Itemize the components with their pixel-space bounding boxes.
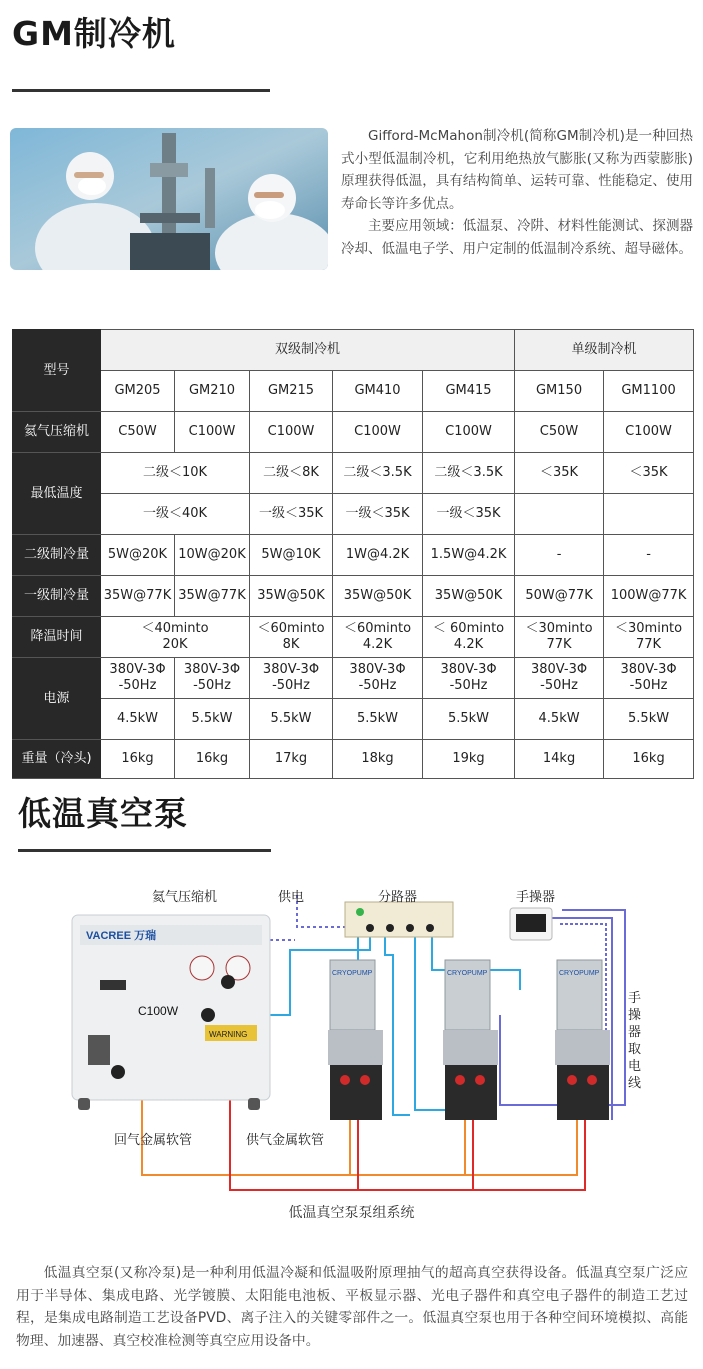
power-cell: 4.5kW bbox=[515, 699, 604, 740]
cryopump-unit bbox=[328, 960, 383, 1120]
voltage-line1: 380V-3Φ bbox=[620, 662, 677, 677]
table-row-stage2 bbox=[13, 535, 694, 576]
intro-paragraph-2: 主要应用领域：低温泵、冷阱、材料性能测试、探测器冷却、低温电子学、用户定制的低温制冷系统、超导磁体。 bbox=[341, 218, 693, 257]
stage1-cell: 35W@50K bbox=[423, 576, 515, 617]
cooldown-cell bbox=[250, 617, 333, 658]
voltage-line2: -50Hz bbox=[193, 678, 231, 693]
voltage-line1: 380V-3Φ bbox=[262, 662, 320, 677]
cryopump-system-diagram bbox=[60, 880, 680, 1200]
cooldown-cell bbox=[423, 617, 515, 658]
hose-port bbox=[111, 1065, 125, 1079]
stage2-cell: 10W@20K bbox=[175, 535, 250, 576]
section-title-cryopump: 低温真空泵 bbox=[18, 794, 188, 833]
label-hand-controller: 手操器 bbox=[516, 890, 556, 905]
table-row-mintemp-2 bbox=[13, 494, 694, 535]
voltage-cell bbox=[333, 658, 423, 699]
voltage-line2: -50Hz bbox=[540, 678, 578, 693]
hose-port bbox=[221, 975, 235, 989]
voltage-line2: -50Hz bbox=[358, 678, 397, 693]
mintemp-cell: ＜35K bbox=[604, 453, 694, 494]
stage1-cell: 35W@77K bbox=[175, 576, 250, 617]
table-row-models bbox=[13, 371, 694, 412]
model-cell: GM210 bbox=[175, 371, 250, 412]
stage2-cell: 1W@4.2K bbox=[333, 535, 423, 576]
svg-text:CRYOPUMP: CRYOPUMP bbox=[447, 970, 488, 977]
cooldown-line1: ＜60minto bbox=[343, 621, 412, 636]
group-two-stage: 双级制冷机 bbox=[101, 330, 515, 371]
brand-logo: VACREE 万瑞 bbox=[86, 930, 157, 942]
compressor-cell: C100W bbox=[175, 412, 250, 453]
stage1-cell: 50W@77K bbox=[515, 576, 604, 617]
power-cell: 5.5kW bbox=[175, 699, 250, 740]
label-cooldown: 降温时间 bbox=[13, 617, 101, 658]
mintemp-cell: 一级＜35K bbox=[333, 494, 423, 535]
cryopump-description bbox=[16, 1262, 688, 1352]
compressor-cell: C50W bbox=[101, 412, 175, 453]
label-compressor: 氦气压缩机 bbox=[13, 412, 101, 453]
section-title-gm: GM制冷机 bbox=[12, 14, 176, 53]
model-cell: GM150 bbox=[515, 371, 604, 412]
mintemp-cell: 二级＜10K bbox=[101, 453, 250, 494]
table-row-mintemp-1 bbox=[13, 453, 694, 494]
stage2-cell: - bbox=[515, 535, 604, 576]
compressor-cell: C100W bbox=[604, 412, 694, 453]
cryopump-unit bbox=[555, 960, 610, 1120]
stage1-cell: 35W@77K bbox=[101, 576, 175, 617]
voltage-cell bbox=[101, 658, 175, 699]
cooldown-line2: 4.2K bbox=[453, 637, 484, 652]
voltage-cell bbox=[175, 658, 250, 699]
diagram-caption: 低温真空泵泵组系统 bbox=[288, 1205, 415, 1221]
cooldown-line1: ＜30minto bbox=[615, 621, 683, 636]
title-underline bbox=[18, 849, 271, 852]
cooldown-line2: 20K bbox=[162, 637, 188, 652]
power-cell: 5.5kW bbox=[423, 699, 515, 740]
cryopump-paragraph: 低温真空泵(又称冷泵)是一种利用低温冷凝和低温吸附原理抽气的超高真空获得设备。低温真空泵广泛应用于半导体、集成电路、光学镀膜、太阳能电池板、平板显示器、光电子器件和真空电子器件的制造工艺过程，是集成电路制造工艺设备PVD、离子注入的关键零部件之一。低温真空泵也用于各种空间环境模拟、高能物理、加速器、真空校准检测等真空应用设备中。 bbox=[16, 1265, 688, 1349]
mintemp-cell bbox=[515, 494, 604, 535]
display-panel bbox=[100, 980, 126, 990]
mintemp-cell: 一级＜35K bbox=[423, 494, 515, 535]
title-underline bbox=[12, 89, 270, 92]
voltage-cell bbox=[604, 658, 694, 699]
table-row-cooldown bbox=[13, 617, 694, 658]
compressor-cell: C50W bbox=[515, 412, 604, 453]
cooldown-line2: 8K bbox=[282, 637, 300, 652]
caster-wheel bbox=[248, 1098, 260, 1110]
voltage-line1: 380V-3Φ bbox=[183, 662, 241, 677]
weight-cell: 16kg bbox=[604, 740, 694, 779]
weight-cell: 16kg bbox=[175, 740, 250, 779]
voltage-line2: -50Hz bbox=[629, 678, 668, 693]
weight-cell: 14kg bbox=[515, 740, 604, 779]
label-splitter: 分路器 bbox=[378, 890, 418, 905]
compressor-unit bbox=[72, 915, 270, 1110]
cooldown-line1: ＜60minto bbox=[257, 621, 325, 636]
table-row-weight bbox=[13, 740, 694, 779]
label-stage2: 二级制冷量 bbox=[13, 535, 101, 576]
stage2-cell: 5W@20K bbox=[101, 535, 175, 576]
voltage-line2: -50Hz bbox=[272, 678, 310, 693]
table-row-stage1 bbox=[13, 576, 694, 617]
label-model: 型号 bbox=[13, 330, 101, 412]
voltage-line2: -50Hz bbox=[118, 678, 157, 693]
mintemp-cell: ＜35K bbox=[515, 453, 604, 494]
cooldown-line2: 77K bbox=[546, 637, 572, 652]
voltage-cell bbox=[515, 658, 604, 699]
cooldown-line1: ＜30minto bbox=[525, 621, 593, 636]
table-row-group bbox=[13, 330, 694, 371]
compressor-cell: C100W bbox=[250, 412, 333, 453]
spec-table bbox=[12, 329, 694, 779]
cooldown-line1: ＜ 60minto bbox=[432, 621, 505, 636]
mintemp-cell: 一级＜40K bbox=[101, 494, 250, 535]
voltage-line1: 380V-3Φ bbox=[109, 662, 166, 677]
label-min-temp: 最低温度 bbox=[13, 453, 101, 535]
label-supply-hose: 供气金属软管 bbox=[246, 1133, 325, 1148]
voltage-line1: 380V-3Φ bbox=[530, 662, 588, 677]
label-compressor: 氦气压缩机 bbox=[152, 890, 218, 905]
power-cell: 5.5kW bbox=[250, 699, 333, 740]
cooldown-line2: 77K bbox=[636, 637, 662, 652]
table-row-voltage bbox=[13, 658, 694, 699]
voltage-cell bbox=[423, 658, 515, 699]
intro-paragraph-1: Gifford-McMahon制冷机(简称GM制冷机)是一种回热式小型低温制冷机，它利用绝热放气膨胀(又称为西蒙膨胀)原理获得低温，具有结构简单、运转可靠、性能稳定、使用寿命长等许多优点。 bbox=[341, 128, 693, 212]
cryopump-unit bbox=[443, 960, 498, 1120]
power-cell: 5.5kW bbox=[604, 699, 694, 740]
label-controller-cable: 手 操 器 取 电 线 bbox=[628, 991, 642, 1091]
cooldown-line1: ＜40minto bbox=[141, 621, 209, 636]
stage2-cell: 5W@10K bbox=[250, 535, 333, 576]
mintemp-cell: 二级＜8K bbox=[250, 453, 333, 494]
voltage-line1: 380V-3Φ bbox=[440, 662, 497, 677]
mintemp-cell: 一级＜35K bbox=[250, 494, 333, 535]
voltage-line1: 380V-3Φ bbox=[349, 662, 406, 677]
stage1-cell: 100W@77K bbox=[604, 576, 694, 617]
control-cable-line bbox=[385, 935, 410, 1115]
weight-cell: 17kg bbox=[250, 740, 333, 779]
svg-text:WARNING: WARNING bbox=[209, 1030, 248, 1039]
cooldown-cell bbox=[333, 617, 423, 658]
voltage-line2: -50Hz bbox=[449, 678, 488, 693]
model-cell: GM415 bbox=[423, 371, 515, 412]
model-cell: GM1100 bbox=[604, 371, 694, 412]
compressor-cell: C100W bbox=[333, 412, 423, 453]
stage1-cell: 35W@50K bbox=[333, 576, 423, 617]
voltage-cell bbox=[250, 658, 333, 699]
compressor-model-label: C100W bbox=[138, 1004, 179, 1018]
stage2-cell: - bbox=[604, 535, 694, 576]
caster-wheel bbox=[78, 1098, 90, 1110]
compressor-cell: C100W bbox=[423, 412, 515, 453]
label-power-supply: 供电 bbox=[278, 890, 305, 905]
weight-cell: 16kg bbox=[101, 740, 175, 779]
model-cell: GM410 bbox=[333, 371, 423, 412]
hose-port bbox=[201, 1008, 215, 1022]
stage2-cell: 1.5W@4.2K bbox=[423, 535, 515, 576]
svg-text:CRYOPUMP: CRYOPUMP bbox=[332, 970, 373, 977]
mintemp-cell bbox=[604, 494, 694, 535]
label-return-hose: 回气金属软管 bbox=[114, 1133, 193, 1148]
pressure-gauge bbox=[190, 956, 214, 980]
splitter-box bbox=[345, 902, 453, 937]
model-cell: GM215 bbox=[250, 371, 333, 412]
label-weight: 重量（冷头) bbox=[13, 740, 101, 779]
label-stage1: 一级制冷量 bbox=[13, 576, 101, 617]
power-cell: 4.5kW bbox=[101, 699, 175, 740]
mintemp-cell: 二级＜3.5K bbox=[423, 453, 515, 494]
gm-intro bbox=[341, 125, 693, 260]
stage1-cell: 35W@50K bbox=[250, 576, 333, 617]
cooldown-cell bbox=[515, 617, 604, 658]
power-supply-line bbox=[297, 895, 345, 927]
table-row-power-kw bbox=[13, 699, 694, 740]
cooldown-cell bbox=[101, 617, 250, 658]
power-switch bbox=[88, 1035, 110, 1065]
model-cell: GM205 bbox=[101, 371, 175, 412]
weight-cell: 18kg bbox=[333, 740, 423, 779]
power-cell: 5.5kW bbox=[333, 699, 423, 740]
mintemp-cell: 二级＜3.5K bbox=[333, 453, 423, 494]
cooldown-line2: 4.2K bbox=[362, 637, 393, 652]
label-power: 电源 bbox=[13, 658, 101, 740]
group-single-stage: 单级制冷机 bbox=[515, 330, 694, 371]
hand-controller bbox=[510, 908, 552, 940]
weight-cell: 19kg bbox=[423, 740, 515, 779]
cooldown-cell bbox=[604, 617, 694, 658]
svg-text:CRYOPUMP: CRYOPUMP bbox=[559, 970, 600, 977]
lab-photo bbox=[10, 128, 328, 270]
table-row-compressor bbox=[13, 412, 694, 453]
